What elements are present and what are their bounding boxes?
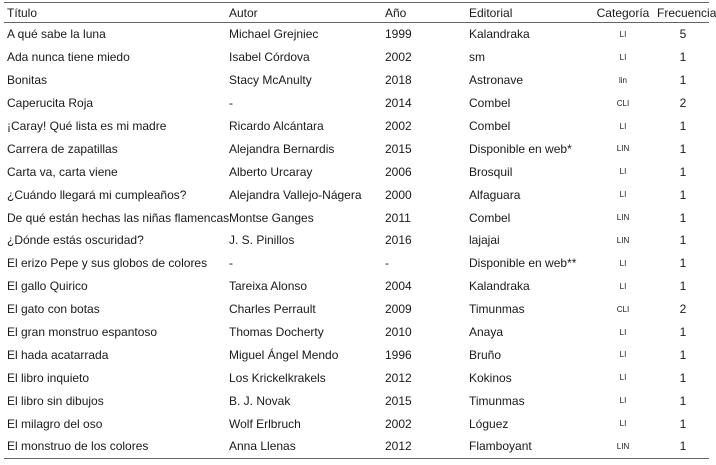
cell-publisher: lajajai	[469, 233, 500, 248]
cell-year: 2009	[385, 302, 412, 317]
cell-category: LIN	[616, 235, 630, 245]
cell-category: LIN	[616, 144, 630, 154]
cell-category: LI	[619, 419, 627, 429]
cell-author: Anna Llenas	[229, 435, 385, 458]
cell-category: LI	[619, 29, 627, 39]
cell-frequency: 1	[679, 50, 687, 65]
cell-category: CLI	[616, 304, 630, 314]
table-row	[4, 23, 709, 46]
header-title: Título	[4, 3, 229, 23]
cell-publisher: Flamboyant	[469, 435, 589, 458]
cell-frequency: 2	[679, 302, 687, 317]
cell-author: -	[229, 256, 233, 271]
cell-title: Ada nunca tiene miedo	[7, 50, 130, 65]
cell-frequency: 1	[657, 435, 709, 458]
table-row	[4, 183, 709, 206]
cell-title: El erizo Pepe y sus globos de colores	[7, 256, 208, 271]
cell-publisher: sm	[469, 50, 485, 65]
cell-frequency: 1	[679, 279, 687, 294]
cell-author: Wolf Erlbruch	[229, 416, 301, 431]
cell-category: LIN	[589, 435, 657, 458]
cell-author: Charles Perrault	[229, 302, 316, 317]
book-table-container	[4, 2, 716, 459]
table-row	[4, 389, 709, 412]
cell-category: LI	[619, 396, 627, 406]
cell-year: 2000	[385, 187, 412, 202]
cell-category: LI	[619, 190, 627, 200]
cell-category: LI	[619, 281, 627, 291]
cell-title: ¿Cuándo llegará mi cumpleaños?	[7, 187, 187, 202]
cell-year: 2011	[385, 210, 411, 225]
cell-author: -	[229, 96, 233, 111]
cell-frequency: 1	[679, 164, 687, 179]
table-row	[4, 160, 709, 183]
cell-publisher: Kokinos	[469, 370, 512, 385]
header-year: Año	[385, 3, 469, 23]
table-row	[4, 435, 709, 458]
cell-frequency: 1	[679, 347, 687, 362]
table-row	[4, 206, 709, 229]
table-row	[4, 46, 709, 69]
cell-publisher: Bruño	[469, 347, 502, 362]
cell-category: LI	[619, 258, 627, 268]
table-row	[4, 115, 709, 138]
header-publisher: Editorial	[469, 3, 589, 23]
cell-author: B. J. Novak	[229, 393, 291, 408]
cell-year: 1996	[385, 347, 412, 362]
cell-author: Alejandra Bernardis	[229, 141, 335, 156]
cell-frequency: 1	[679, 233, 687, 248]
cell-author: Tareixa Alonso	[229, 279, 308, 294]
cell-year: 2015	[385, 393, 412, 408]
cell-author: Miguel Ángel Mendo	[229, 347, 339, 362]
cell-category: LI	[619, 350, 627, 360]
table-row	[4, 69, 709, 92]
cell-publisher: Combel	[469, 210, 511, 225]
cell-title: El gallo Quirico	[7, 279, 88, 294]
cell-title: El hada acatarrada	[7, 347, 109, 362]
table-header	[4, 3, 716, 23]
header-row	[4, 3, 709, 23]
header-author: Autor	[229, 3, 385, 23]
cell-title: A qué sabe la luna	[7, 27, 106, 42]
cell-frequency: 2	[679, 96, 687, 111]
cell-publisher: Anaya	[469, 325, 504, 340]
cell-year: 2018	[385, 73, 412, 88]
cell-publisher: Kalandraka	[469, 279, 530, 294]
cell-author: Michael Grejniec	[229, 27, 319, 42]
cell-publisher: Timunmas	[469, 302, 525, 317]
cell-title: ¿Dónde estás oscuridad?	[7, 233, 144, 248]
cell-category: CLI	[616, 98, 630, 108]
cell-publisher: Disponible en web**	[469, 256, 577, 271]
cell-category: LI	[619, 52, 627, 62]
cell-year: 1999	[385, 27, 412, 42]
cell-author: Los Krickelkrakels	[229, 370, 326, 385]
cell-frequency: 1	[679, 210, 687, 225]
cell-year: 2002	[385, 416, 412, 431]
cell-category: LI	[619, 327, 627, 337]
cell-author: Ricardo Alcántara	[229, 119, 324, 133]
cell-author: Isabel Córdova	[229, 50, 310, 65]
cell-frequency: 1	[679, 325, 687, 340]
cell-title: El gran monstruo espantoso	[7, 325, 158, 340]
cell-frequency: 1	[679, 370, 687, 385]
cell-year: -	[385, 256, 389, 271]
cell-publisher: Disponible en web*	[469, 141, 572, 156]
book-table	[4, 2, 716, 459]
cell-frequency: 1	[679, 187, 687, 202]
cell-year: 2006	[385, 164, 412, 179]
cell-title: El libro inquieto	[7, 370, 90, 385]
cell-publisher: Lóguez	[469, 416, 509, 431]
cell-title: El monstruo de los colores	[4, 435, 229, 458]
table-row	[4, 321, 709, 344]
cell-author: Thomas Docherty	[229, 325, 324, 340]
table-row	[4, 275, 709, 298]
cell-title: De qué están hechas las niñas flamencas	[7, 210, 230, 225]
table-row	[4, 366, 709, 389]
cell-title: Bonitas	[7, 73, 48, 88]
cell-year: 2002	[385, 50, 412, 65]
header-category: Categoría	[589, 3, 657, 23]
cell-publisher: Alfaguara	[469, 187, 521, 202]
cell-publisher: Kalandraka	[469, 27, 530, 42]
cell-category: lin	[618, 75, 627, 85]
table-row	[4, 298, 709, 321]
cell-author: Stacy McAnulty	[229, 73, 312, 88]
cell-title: ¡Caray! Qué lista es mi madre	[7, 119, 167, 133]
header-frequency: Frecuencia	[657, 3, 709, 23]
cell-title: El gato con botas	[7, 302, 100, 317]
cell-category: LI	[619, 167, 627, 177]
cell-author: J. S. Pinillos	[229, 233, 295, 248]
cell-frequency: 1	[679, 119, 687, 133]
cell-year: 2016	[385, 233, 412, 248]
cell-publisher: Astronave	[469, 73, 524, 88]
cell-frequency: 1	[679, 256, 687, 271]
cell-year: 2012	[385, 370, 412, 385]
cell-year: 2002	[385, 119, 412, 133]
cell-title: Carta va, carta viene	[7, 164, 118, 179]
cell-year: 2014	[385, 96, 412, 111]
cell-year: 2012	[385, 435, 469, 458]
cell-category: LI	[619, 121, 627, 131]
table-row	[4, 92, 709, 115]
cell-title: El milagro del oso	[7, 416, 103, 431]
cell-publisher: Combel	[469, 96, 511, 111]
cell-title: Caperucita Roja	[7, 96, 94, 111]
cell-frequency: 1	[679, 393, 687, 408]
table-row	[4, 412, 709, 435]
cell-year: 2010	[385, 325, 412, 340]
cell-category: LIN	[616, 213, 630, 223]
table-row	[4, 137, 709, 160]
cell-frequency: 1	[679, 416, 687, 431]
table-body	[4, 23, 709, 459]
cell-frequency: 5	[679, 27, 687, 42]
cell-title: El libro sin dibujos	[7, 393, 104, 408]
cell-author: Montse Ganges	[229, 210, 314, 225]
cell-publisher: Timunmas	[469, 393, 525, 408]
cell-publisher: Combel	[469, 119, 511, 133]
cell-author: Alberto Urcaray	[229, 164, 313, 179]
cell-author: Alejandra Vallejo-Nágera	[229, 187, 362, 202]
cell-publisher: Brosquil	[469, 164, 513, 179]
cell-year: 2015	[385, 141, 412, 156]
cell-title: Carrera de zapatillas	[7, 141, 118, 156]
table-row	[4, 343, 709, 366]
table-row	[4, 252, 709, 275]
cell-frequency: 1	[679, 73, 687, 88]
cell-year: 2004	[385, 279, 412, 294]
table-row	[4, 229, 709, 252]
cell-frequency: 1	[679, 141, 687, 156]
cell-category: LI	[619, 373, 627, 383]
